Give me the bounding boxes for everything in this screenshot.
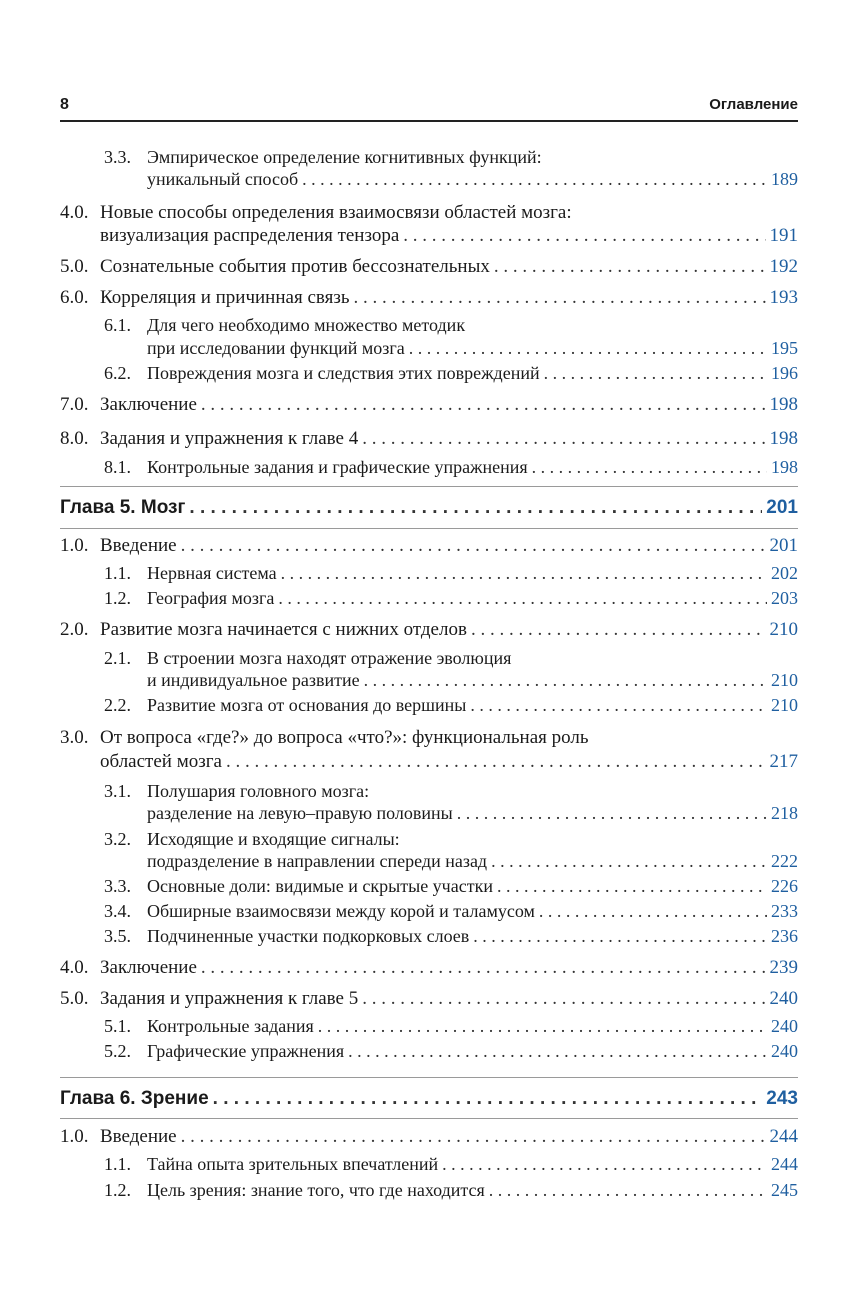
page-ref: 226 bbox=[771, 876, 798, 896]
toc-entry-5-2[interactable]: 5.2. Графические упражнения . . . 240 bbox=[104, 1039, 798, 1063]
page-ref: 201 bbox=[766, 497, 798, 518]
toc-entry-5-0[interactable]: 5.0. Сознательные события против бессознательных . . . 192 bbox=[60, 255, 798, 279]
toc-chapter-6[interactable]: Глава 6. Зрение . . . 243 bbox=[60, 1087, 798, 1111]
toc-entry-4-0b[interactable]: 4.0. Заключение . . . 239 bbox=[60, 956, 798, 980]
page-ref: 239 bbox=[769, 957, 798, 978]
page-ref: 222 bbox=[771, 851, 798, 871]
toc-entry-4-0-line1: 4.0. Новые способы определения взаимосвязи областей мозга: bbox=[60, 202, 572, 223]
page-ref: 210 bbox=[771, 695, 798, 715]
toc-entry-3-1-line1: 3.1. Полушария головного мозга: bbox=[104, 781, 370, 801]
page-ref: 196 bbox=[771, 363, 798, 383]
page-ref: 203 bbox=[771, 588, 798, 608]
toc-entry-7-0[interactable]: 7.0. Заключение . . . 198 bbox=[60, 393, 798, 417]
toc-entry-1-2[interactable]: 1.2. География мозга . . . 203 bbox=[104, 586, 798, 610]
toc-entry-3-1[interactable]: разделение на левую–правую половины . . . 218 bbox=[147, 801, 798, 825]
toc-entry-4-0[interactable]: визуализация распределения тензора . . . 191 bbox=[100, 224, 798, 248]
toc-entry-3-5[interactable]: 3.5. Подчиненные участки подкорковых слоев . . . 236 bbox=[104, 924, 798, 948]
toc-entry-3-3b[interactable]: 3.3. Основные доли: видимые и скрытые участки . . . 226 bbox=[104, 874, 798, 898]
page-ref: 189 bbox=[771, 169, 798, 189]
toc-entry-2-1[interactable]: и индивидуальное развитие . . . 210 bbox=[147, 668, 798, 692]
toc-entry-6-1[interactable]: при исследовании функций мозга . . . 195 bbox=[147, 336, 798, 360]
page-ref: 201 bbox=[769, 535, 798, 556]
page-ref: 240 bbox=[771, 1016, 798, 1036]
toc-entry-1-0b[interactable]: 1.0. Введение . . . 244 bbox=[60, 1125, 798, 1149]
toc-entry-5-1[interactable]: 5.1. Контрольные задания . . . 240 bbox=[104, 1014, 798, 1038]
toc-entry-8-1[interactable]: 8.1. Контрольные задания и графические упражнения . . . 198 bbox=[104, 455, 798, 479]
toc-entry-3-3-line1: 3.3. Эмпирическое определение когнитивных функций: bbox=[104, 147, 542, 167]
toc-chapter-5[interactable]: Глава 5. Мозг . . . 201 bbox=[60, 496, 798, 520]
page-ref: 217 bbox=[769, 751, 798, 772]
toc-entry-3-0-line1: 3.0. От вопроса «где?» до вопроса «что?»: функциональная роль bbox=[60, 727, 589, 748]
page-ref: 198 bbox=[771, 457, 798, 477]
section-divider bbox=[60, 528, 798, 529]
toc-entry-3-2-line1: 3.2. Исходящие и входящие сигналы: bbox=[104, 829, 400, 849]
page-number: 8 bbox=[60, 96, 69, 113]
page-ref: 240 bbox=[771, 1041, 798, 1061]
running-header bbox=[60, 96, 798, 122]
toc-entry-1-0[interactable]: 1.0. Введение . . . 201 bbox=[60, 534, 798, 558]
toc-entry-6-0[interactable]: 6.0. Корреляция и причинная связь . . . 193 bbox=[60, 286, 798, 310]
toc-entry-1-1[interactable]: 1.1. Нервная система . . . 202 bbox=[104, 561, 798, 585]
toc-entry-1-1b[interactable]: 1.1. Тайна опыта зрительных впечатлений . . . 244 bbox=[104, 1152, 798, 1176]
page-ref: 202 bbox=[771, 563, 798, 583]
page-ref: 244 bbox=[771, 1154, 798, 1174]
page-ref: 240 bbox=[769, 988, 798, 1009]
page-ref: 210 bbox=[771, 670, 798, 690]
toc-entry-3-0[interactable]: областей мозга . . . 217 bbox=[100, 750, 798, 774]
toc-entry-3-3[interactable]: уникальный способ . . . 189 bbox=[147, 167, 798, 191]
page-ref: 236 bbox=[771, 926, 798, 946]
toc-entry-8-0[interactable]: 8.0. Задания и упражнения к главе 4 . . . 198 bbox=[60, 427, 798, 451]
toc-entry-6-2[interactable]: 6.2. Повреждения мозга и следствия этих повреждений . . . 196 bbox=[104, 361, 798, 385]
page-ref: 198 bbox=[769, 394, 798, 415]
section-divider bbox=[60, 1077, 798, 1078]
page-ref: 191 bbox=[769, 225, 798, 246]
toc-entry-2-1-line1: 2.1. В строении мозга находят отражение эволюция bbox=[104, 648, 512, 668]
running-title: Оглавление bbox=[709, 96, 798, 113]
page-ref: 233 bbox=[771, 901, 798, 921]
page-ref: 210 bbox=[769, 619, 798, 640]
section-divider bbox=[60, 486, 798, 487]
section-divider bbox=[60, 1118, 798, 1119]
page-ref: 243 bbox=[766, 1088, 798, 1109]
toc-entry-2-0[interactable]: 2.0. Развитие мозга начинается с нижних отделов . . . 210 bbox=[60, 618, 798, 642]
toc-entry-1-2b[interactable]: 1.2. Цель зрения: знание того, что где находится . . . 245 bbox=[104, 1178, 798, 1202]
page-ref: 245 bbox=[771, 1180, 798, 1200]
toc-entry-6-1-line1: 6.1. Для чего необходимо множество методик bbox=[104, 315, 466, 335]
page-ref: 218 bbox=[771, 803, 798, 823]
page-ref: 195 bbox=[771, 338, 798, 358]
toc-entry-5-0b[interactable]: 5.0. Задания и упражнения к главе 5 . . . 240 bbox=[60, 987, 798, 1011]
page-ref: 193 bbox=[769, 287, 798, 308]
page-ref: 192 bbox=[769, 256, 798, 277]
page-ref: 198 bbox=[769, 428, 798, 449]
toc-entry-3-2[interactable]: подразделение в направлении спереди назад . . . 222 bbox=[147, 849, 798, 873]
toc-entry-3-4[interactable]: 3.4. Обширные взаимосвязи между корой и таламусом . . . 233 bbox=[104, 899, 798, 923]
page-ref: 244 bbox=[769, 1126, 798, 1147]
toc-entry-2-2[interactable]: 2.2. Развитие мозга от основания до вершины . . . 210 bbox=[104, 693, 798, 717]
